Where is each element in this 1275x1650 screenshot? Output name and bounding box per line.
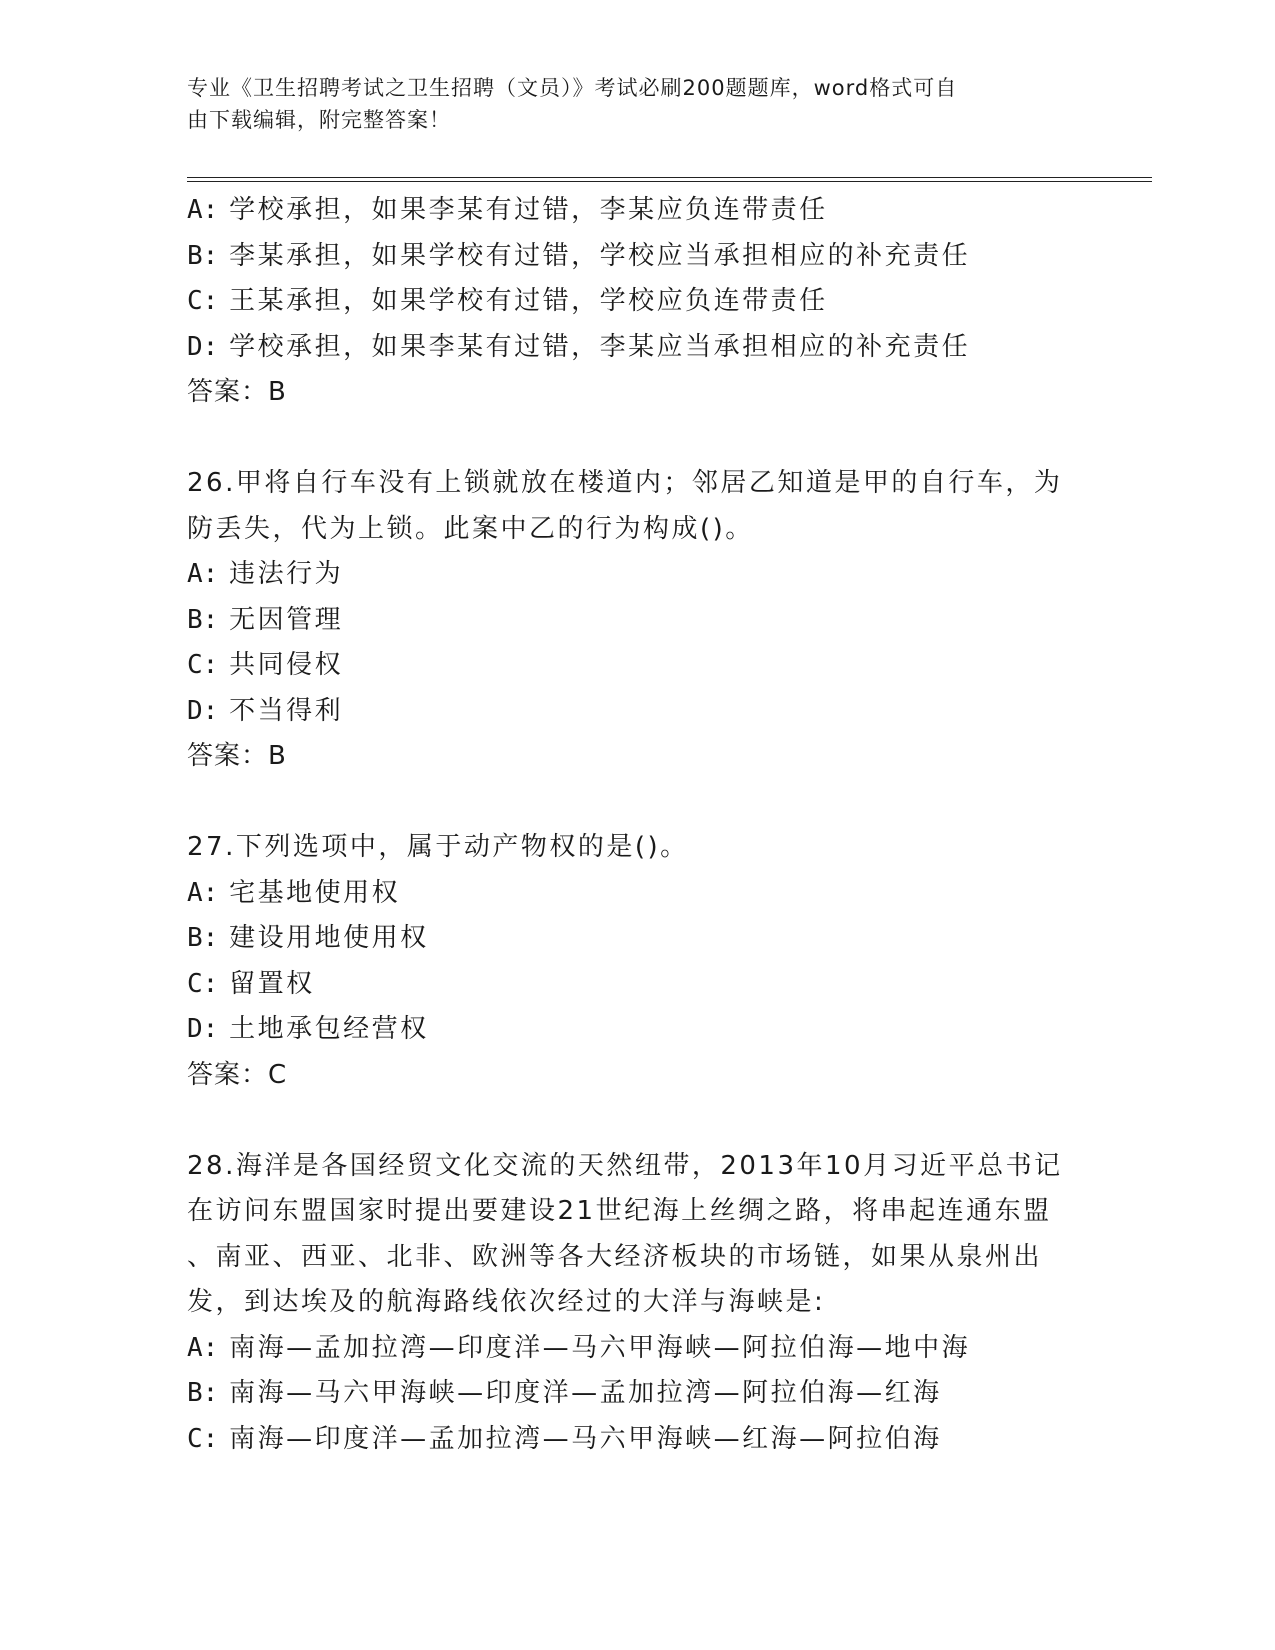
header-divider-top [187, 177, 1152, 178]
option-letter: B: [187, 240, 219, 271]
option-text: 王某承担，如果学校有过错，学校应负连带责任 [218, 286, 828, 316]
header-line-2: 由下载编辑，附完整答案！ [187, 108, 451, 132]
option-letter: C: [187, 1423, 219, 1454]
option-text: 建设用地使用权 [218, 923, 429, 953]
option-c [187, 1417, 1087, 1463]
option-text: 宅基地使用权 [218, 877, 401, 908]
option-letter: A: [187, 559, 219, 589]
option-text: 共同侵权 [218, 650, 344, 680]
option-b [187, 234, 1087, 280]
option-letter: A: [187, 1332, 219, 1363]
option-text: 学校承担，如果李某有过错，李某应负连带责任 [218, 195, 828, 225]
answer-line: 答案：B [187, 741, 287, 771]
option-letter: D: [187, 331, 219, 362]
option-letter: D: [187, 695, 219, 726]
option-text: 李某承担，如果学校有过错，学校应当承担相应的补充责任 [218, 240, 971, 271]
option-letter: C: [187, 968, 219, 999]
question-stem-line: 、南亚、西亚、北非、欧洲等各大经济板块的市场链，如果从泉州出 [187, 1241, 1043, 1272]
answer-line: 答案：C [187, 1059, 288, 1090]
option-letter: D: [187, 1014, 219, 1044]
option-c [187, 962, 1087, 1008]
option-letter: C: [187, 286, 219, 316]
question-26 [187, 461, 1087, 780]
option-d [187, 325, 1087, 371]
answer-line: 答案：B [187, 377, 287, 407]
option-text: 南海—孟加拉湾—印度洋—马六甲海峡—阿拉伯海—地中海 [218, 1332, 971, 1363]
option-letter: B: [187, 1378, 219, 1408]
option-letter: A: [187, 877, 219, 908]
question-stem-line: 在访问东盟国家时提出要建设21世纪海上丝绸之路，将串起连通东盟 [187, 1196, 1052, 1226]
question-stem-line: 防丢失，代为上锁。此案中乙的行为构成()。 [187, 513, 754, 544]
header-line-1: 专业《卫生招聘考试之卫生招聘（文员）》考试必刷200题题库，word格式可自 [187, 76, 958, 100]
option-b [187, 916, 1087, 962]
option-a [187, 188, 1087, 234]
document-header [187, 72, 1067, 136]
option-a [187, 552, 1087, 598]
option-a [187, 871, 1087, 917]
option-letter: B: [187, 923, 219, 953]
question-28 [187, 1144, 1087, 1463]
option-text: 不当得利 [218, 695, 344, 726]
option-text: 学校承担，如果李某有过错，李某应当承担相应的补充责任 [218, 331, 971, 362]
option-text: 留置权 [218, 968, 315, 999]
option-text: 南海—马六甲海峡—印度洋—孟加拉湾—阿拉伯海—红海 [218, 1378, 942, 1408]
option-b [187, 1371, 1087, 1417]
option-c [187, 643, 1087, 689]
question-27 [187, 825, 1087, 1098]
option-d [187, 1007, 1087, 1053]
option-letter: C: [187, 650, 219, 680]
question-stem-line: 发，到达埃及的航海路线依次经过的大洋与海峡是: [187, 1287, 826, 1317]
question-stem-line: 27.下列选项中，属于动产物权的是()。 [187, 832, 689, 862]
option-text: 违法行为 [218, 559, 344, 589]
option-letter: A: [187, 195, 219, 225]
option-a [187, 1326, 1087, 1372]
question-list [187, 188, 1087, 1462]
option-text: 南海—印度洋—孟加拉湾—马六甲海峡—红海—阿拉伯海 [218, 1423, 942, 1454]
question-stem-line: 28.海洋是各国经贸文化交流的天然纽带，2013年10月习近平总书记 [187, 1150, 1063, 1181]
option-d [187, 689, 1087, 735]
option-text: 土地承包经营权 [218, 1014, 429, 1044]
option-b [187, 598, 1087, 644]
option-c [187, 279, 1087, 325]
question-25 [187, 188, 1087, 416]
header-divider-bottom [187, 181, 1152, 182]
question-stem-line: 26.甲将自行车没有上锁就放在楼道内；邻居乙知道是甲的自行车，为 [187, 468, 1063, 498]
option-letter: B: [187, 604, 219, 635]
option-text: 无因管理 [218, 604, 344, 635]
